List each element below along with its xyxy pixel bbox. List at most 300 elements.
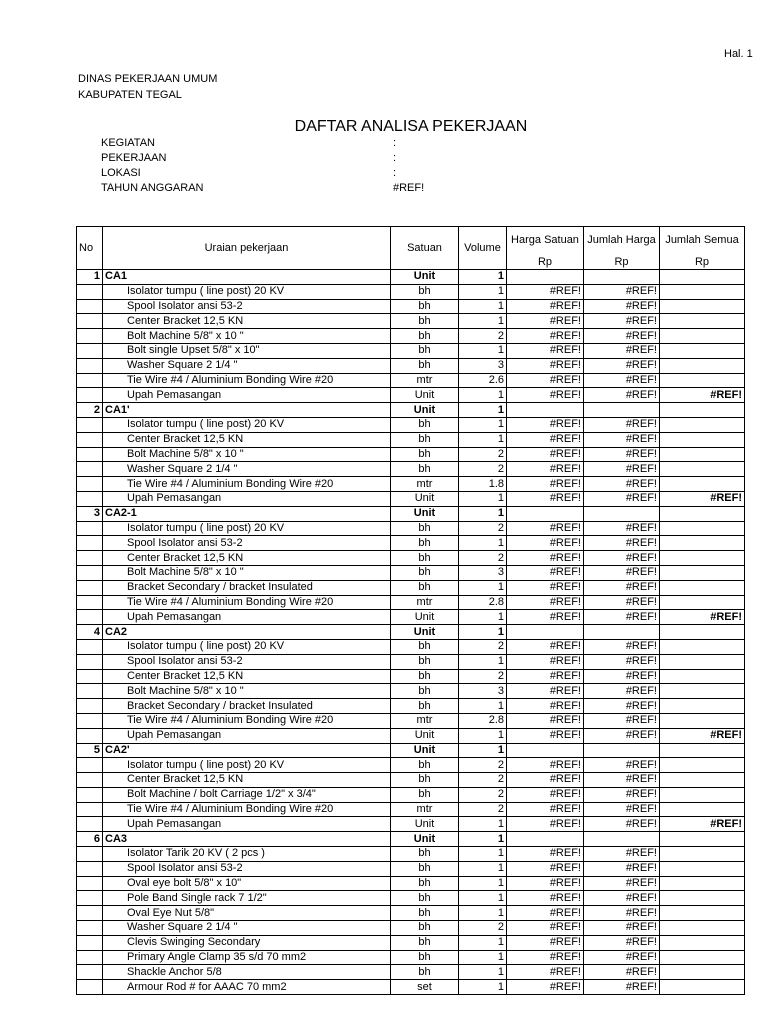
table-row xyxy=(77,447,745,462)
analysis-table xyxy=(76,226,745,995)
item-volume: 1 xyxy=(459,610,507,625)
item-volume: 1 xyxy=(459,314,507,329)
item-unit: Unit xyxy=(391,743,459,758)
meta-value: : xyxy=(393,137,397,149)
item-volume: 1 xyxy=(459,950,507,965)
item-unit: Unit xyxy=(391,270,459,285)
item-volume: 1 xyxy=(459,832,507,847)
item-unit: bh xyxy=(391,965,459,980)
item-volume: 1 xyxy=(459,654,507,669)
org-name: DINAS PEKERJAAN UMUM xyxy=(78,73,218,85)
item-jumlah-harga: #REF! xyxy=(584,536,660,551)
item-jumlah-semua xyxy=(660,580,745,595)
item-unit: bh xyxy=(391,921,459,936)
col-subheader-rp: Rp xyxy=(584,255,660,270)
item-volume: 2 xyxy=(459,462,507,477)
item-number xyxy=(77,521,103,536)
item-number xyxy=(77,565,103,580)
item-harga-satuan: #REF! xyxy=(507,521,584,536)
item-number xyxy=(77,921,103,936)
item-unit: bh xyxy=(391,906,459,921)
item-unit: bh xyxy=(391,358,459,373)
item-harga-satuan: #REF! xyxy=(507,491,584,506)
item-description: Washer Square 2 1/4 " xyxy=(103,358,391,373)
item-jumlah-harga: #REF! xyxy=(584,358,660,373)
organization-header xyxy=(78,71,217,103)
item-description: Bolt Machine 5/8" x 10 " xyxy=(103,684,391,699)
group-row xyxy=(77,270,745,285)
item-jumlah-semua xyxy=(660,625,745,640)
item-harga-satuan: #REF! xyxy=(507,639,584,654)
item-description: Isolator Tarik 20 KV ( 2 pcs ) xyxy=(103,847,391,862)
item-number xyxy=(77,417,103,432)
item-number xyxy=(77,432,103,447)
item-unit: bh xyxy=(391,299,459,314)
item-jumlah-semua xyxy=(660,699,745,714)
item-jumlah-harga: #REF! xyxy=(584,669,660,684)
item-unit: Unit xyxy=(391,491,459,506)
item-jumlah-semua xyxy=(660,773,745,788)
item-code: CA2 xyxy=(103,625,391,640)
item-number xyxy=(77,699,103,714)
item-jumlah-harga: #REF! xyxy=(584,314,660,329)
col-header-satuan: Satuan xyxy=(391,227,459,270)
item-jumlah-semua xyxy=(660,935,745,950)
meta-label: LOKASI xyxy=(101,167,141,179)
item-volume: 2.6 xyxy=(459,373,507,388)
table-row xyxy=(77,965,745,980)
item-unit: bh xyxy=(391,758,459,773)
item-description: Bracket Secondary / bracket Insulated xyxy=(103,699,391,714)
item-jumlah-semua xyxy=(660,684,745,699)
item-description: Tie Wire #4 / Aluminium Bonding Wire #20 xyxy=(103,802,391,817)
item-unit: bh xyxy=(391,669,459,684)
item-description: Spool Isolator ansi 53-2 xyxy=(103,299,391,314)
table-row xyxy=(77,610,745,625)
item-jumlah-harga: #REF! xyxy=(584,521,660,536)
item-unit: mtr xyxy=(391,802,459,817)
group-row xyxy=(77,743,745,758)
item-jumlah-semua xyxy=(660,861,745,876)
item-harga-satuan: #REF! xyxy=(507,817,584,832)
item-unit: mtr xyxy=(391,595,459,610)
table-row xyxy=(77,388,745,403)
item-unit: Unit xyxy=(391,625,459,640)
item-jumlah-semua xyxy=(660,802,745,817)
item-unit: bh xyxy=(391,521,459,536)
item-volume: 2 xyxy=(459,639,507,654)
item-volume: 1 xyxy=(459,935,507,950)
item-volume: 1 xyxy=(459,817,507,832)
item-jumlah-semua: #REF! xyxy=(660,491,745,506)
table-row xyxy=(77,728,745,743)
meta-value: : xyxy=(393,167,397,179)
item-jumlah-semua xyxy=(660,270,745,285)
item-jumlah-harga: #REF! xyxy=(584,343,660,358)
item-unit: bh xyxy=(391,861,459,876)
table-row xyxy=(77,477,745,492)
col-header-no: No xyxy=(77,227,103,270)
item-jumlah-semua xyxy=(660,565,745,580)
item-number xyxy=(77,388,103,403)
item-harga-satuan: #REF! xyxy=(507,728,584,743)
item-code: CA1 xyxy=(103,270,391,285)
item-harga-satuan: #REF! xyxy=(507,580,584,595)
table-row xyxy=(77,314,745,329)
item-volume: 1 xyxy=(459,270,507,285)
item-jumlah-semua: #REF! xyxy=(660,817,745,832)
item-jumlah-semua xyxy=(660,921,745,936)
col-header-jumlah-harga: Jumlah Harga xyxy=(584,227,660,255)
item-harga-satuan: #REF! xyxy=(507,980,584,995)
meta-label: KEGIATAN xyxy=(101,137,155,149)
item-volume: 1 xyxy=(459,965,507,980)
table-row xyxy=(77,758,745,773)
table-row xyxy=(77,432,745,447)
item-harga-satuan xyxy=(507,832,584,847)
table-row xyxy=(77,639,745,654)
item-harga-satuan: #REF! xyxy=(507,906,584,921)
item-jumlah-semua xyxy=(660,536,745,551)
item-jumlah-semua xyxy=(660,462,745,477)
item-harga-satuan xyxy=(507,403,584,418)
item-number xyxy=(77,861,103,876)
item-description: Armour Rod # for AAAC 70 mm2 xyxy=(103,980,391,995)
item-harga-satuan xyxy=(507,270,584,285)
table-row xyxy=(77,580,745,595)
item-description: Spool Isolator ansi 53-2 xyxy=(103,536,391,551)
item-description: Washer Square 2 1/4 " xyxy=(103,921,391,936)
item-harga-satuan: #REF! xyxy=(507,432,584,447)
item-unit: bh xyxy=(391,343,459,358)
item-number xyxy=(77,477,103,492)
item-unit: bh xyxy=(391,551,459,566)
item-jumlah-harga: #REF! xyxy=(584,477,660,492)
item-harga-satuan: #REF! xyxy=(507,758,584,773)
item-description: Center Bracket 12,5 KN xyxy=(103,773,391,788)
item-unit: bh xyxy=(391,417,459,432)
item-volume: 1 xyxy=(459,861,507,876)
item-harga-satuan: #REF! xyxy=(507,713,584,728)
item-number xyxy=(77,906,103,921)
item-unit: set xyxy=(391,980,459,995)
item-unit: bh xyxy=(391,536,459,551)
item-harga-satuan: #REF! xyxy=(507,699,584,714)
item-number: 3 xyxy=(77,506,103,521)
item-number xyxy=(77,980,103,995)
item-volume: 2 xyxy=(459,758,507,773)
item-jumlah-semua xyxy=(660,373,745,388)
item-harga-satuan: #REF! xyxy=(507,417,584,432)
item-jumlah-semua: #REF! xyxy=(660,388,745,403)
table-row xyxy=(77,861,745,876)
item-number xyxy=(77,358,103,373)
col-header-uraian: Uraian pekerjaan xyxy=(103,227,391,270)
table-row xyxy=(77,373,745,388)
item-description: Bolt Machine / bolt Carriage 1/2" x 3/4" xyxy=(103,787,391,802)
item-description: Tie Wire #4 / Aluminium Bonding Wire #20 xyxy=(103,477,391,492)
item-harga-satuan: #REF! xyxy=(507,773,584,788)
item-unit: bh xyxy=(391,284,459,299)
table-row xyxy=(77,935,745,950)
item-volume: 1 xyxy=(459,343,507,358)
item-jumlah-semua xyxy=(660,847,745,862)
table-row xyxy=(77,417,745,432)
item-harga-satuan xyxy=(507,625,584,640)
item-number xyxy=(77,343,103,358)
table-row xyxy=(77,654,745,669)
item-number: 5 xyxy=(77,743,103,758)
item-jumlah-harga: #REF! xyxy=(584,861,660,876)
item-volume: 2 xyxy=(459,921,507,936)
item-jumlah-semua xyxy=(660,669,745,684)
meta-value: : xyxy=(393,152,397,164)
table-row xyxy=(77,787,745,802)
item-description: Upah Pemasangan xyxy=(103,610,391,625)
table-row xyxy=(77,329,745,344)
item-volume: 1 xyxy=(459,536,507,551)
item-number xyxy=(77,817,103,832)
item-jumlah-harga xyxy=(584,506,660,521)
item-jumlah-harga: #REF! xyxy=(584,388,660,403)
item-number xyxy=(77,773,103,788)
item-number: 6 xyxy=(77,832,103,847)
item-harga-satuan: #REF! xyxy=(507,373,584,388)
item-jumlah-semua: #REF! xyxy=(660,728,745,743)
item-volume: 1 xyxy=(459,580,507,595)
item-description: Bolt Machine 5/8" x 10 " xyxy=(103,447,391,462)
col-header-harga-satuan: Harga Satuan xyxy=(507,227,584,255)
item-jumlah-semua xyxy=(660,314,745,329)
item-description: Center Bracket 12,5 KN xyxy=(103,432,391,447)
table-row xyxy=(77,299,745,314)
item-jumlah-harga: #REF! xyxy=(584,876,660,891)
item-number xyxy=(77,639,103,654)
item-code: CA2' xyxy=(103,743,391,758)
item-volume: 1 xyxy=(459,699,507,714)
item-volume: 1 xyxy=(459,388,507,403)
item-volume: 1 xyxy=(459,728,507,743)
item-unit: bh xyxy=(391,639,459,654)
item-number xyxy=(77,329,103,344)
item-number xyxy=(77,299,103,314)
item-unit: Unit xyxy=(391,388,459,403)
item-jumlah-harga: #REF! xyxy=(584,491,660,506)
item-description: Center Bracket 12,5 KN xyxy=(103,669,391,684)
item-unit: bh xyxy=(391,773,459,788)
item-harga-satuan: #REF! xyxy=(507,447,584,462)
item-unit: bh xyxy=(391,891,459,906)
item-jumlah-harga: #REF! xyxy=(584,787,660,802)
group-row xyxy=(77,832,745,847)
item-unit: bh xyxy=(391,432,459,447)
item-unit: Unit xyxy=(391,728,459,743)
meta-value: #REF! xyxy=(393,182,425,194)
item-harga-satuan: #REF! xyxy=(507,965,584,980)
col-subheader-rp: Rp xyxy=(507,255,584,270)
item-number xyxy=(77,713,103,728)
item-description: Bracket Secondary / bracket Insulated xyxy=(103,580,391,595)
item-number: 4 xyxy=(77,625,103,640)
table-body xyxy=(77,270,745,995)
item-unit: mtr xyxy=(391,477,459,492)
item-number xyxy=(77,284,103,299)
table-row xyxy=(77,551,745,566)
item-jumlah-semua xyxy=(660,980,745,995)
item-unit: bh xyxy=(391,654,459,669)
item-volume: 2.8 xyxy=(459,595,507,610)
table-row xyxy=(77,876,745,891)
item-harga-satuan: #REF! xyxy=(507,935,584,950)
item-description: Upah Pemasangan xyxy=(103,817,391,832)
item-jumlah-harga: #REF! xyxy=(584,684,660,699)
item-harga-satuan: #REF! xyxy=(507,921,584,936)
item-number xyxy=(77,654,103,669)
item-volume: 2.8 xyxy=(459,713,507,728)
item-volume: 2 xyxy=(459,669,507,684)
item-harga-satuan: #REF! xyxy=(507,358,584,373)
item-harga-satuan: #REF! xyxy=(507,329,584,344)
item-number xyxy=(77,758,103,773)
item-number xyxy=(77,610,103,625)
item-jumlah-semua xyxy=(660,417,745,432)
table-row xyxy=(77,906,745,921)
item-description: Primary Angle Clamp 35 s/d 70 mm2 xyxy=(103,950,391,965)
item-harga-satuan: #REF! xyxy=(507,891,584,906)
item-jumlah-harga: #REF! xyxy=(584,980,660,995)
item-harga-satuan: #REF! xyxy=(507,565,584,580)
item-jumlah-semua xyxy=(660,639,745,654)
item-unit: Unit xyxy=(391,403,459,418)
item-jumlah-harga: #REF! xyxy=(584,921,660,936)
item-unit: bh xyxy=(391,950,459,965)
item-number xyxy=(77,684,103,699)
item-jumlah-harga: #REF! xyxy=(584,773,660,788)
item-number: 2 xyxy=(77,403,103,418)
item-description: Oval eye bolt 5/8" x 10" xyxy=(103,876,391,891)
item-jumlah-harga: #REF! xyxy=(584,950,660,965)
item-unit: bh xyxy=(391,447,459,462)
item-code: CA2-1 xyxy=(103,506,391,521)
item-unit: bh xyxy=(391,565,459,580)
table-row xyxy=(77,950,745,965)
item-harga-satuan: #REF! xyxy=(507,802,584,817)
item-number xyxy=(77,595,103,610)
col-header-volume: Volume xyxy=(459,227,507,270)
item-number xyxy=(77,580,103,595)
item-unit: bh xyxy=(391,329,459,344)
item-description: Isolator tumpu ( line post) 20 KV xyxy=(103,521,391,536)
item-volume: 1 xyxy=(459,847,507,862)
item-description: Shackle Anchor 5/8 xyxy=(103,965,391,980)
item-number xyxy=(77,536,103,551)
item-volume: 1 xyxy=(459,625,507,640)
table-row xyxy=(77,343,745,358)
item-jumlah-harga: #REF! xyxy=(584,935,660,950)
item-number xyxy=(77,847,103,862)
item-description: Tie Wire #4 / Aluminium Bonding Wire #20 xyxy=(103,373,391,388)
table-row xyxy=(77,847,745,862)
item-volume: 3 xyxy=(459,358,507,373)
item-number xyxy=(77,669,103,684)
item-description: Upah Pemasangan xyxy=(103,728,391,743)
item-unit: bh xyxy=(391,314,459,329)
col-subheader-rp: Rp xyxy=(660,255,745,270)
item-harga-satuan: #REF! xyxy=(507,551,584,566)
item-unit: bh xyxy=(391,787,459,802)
item-volume: 1 xyxy=(459,876,507,891)
item-harga-satuan: #REF! xyxy=(507,477,584,492)
item-description: Bolt Machine 5/8" x 10 " xyxy=(103,565,391,580)
item-volume: 1 xyxy=(459,417,507,432)
item-jumlah-harga: #REF! xyxy=(584,462,660,477)
item-unit: bh xyxy=(391,847,459,862)
table-row xyxy=(77,684,745,699)
item-number xyxy=(77,891,103,906)
item-volume: 1 xyxy=(459,432,507,447)
group-row xyxy=(77,403,745,418)
item-jumlah-harga: #REF! xyxy=(584,565,660,580)
item-harga-satuan: #REF! xyxy=(507,314,584,329)
item-harga-satuan: #REF! xyxy=(507,654,584,669)
table-row xyxy=(77,773,745,788)
page-title: DAFTAR ANALISA PEKERJAAN xyxy=(294,118,528,135)
item-jumlah-semua xyxy=(660,654,745,669)
item-jumlah-harga: #REF! xyxy=(584,802,660,817)
table-row xyxy=(77,595,745,610)
item-harga-satuan: #REF! xyxy=(507,861,584,876)
item-description: Isolator tumpu ( line post) 20 KV xyxy=(103,284,391,299)
item-jumlah-semua xyxy=(660,832,745,847)
item-jumlah-harga: #REF! xyxy=(584,965,660,980)
item-jumlah-harga xyxy=(584,625,660,640)
item-harga-satuan: #REF! xyxy=(507,684,584,699)
item-description: Bolt Machine 5/8" x 10 " xyxy=(103,329,391,344)
item-description: Clevis Swinging Secondary xyxy=(103,935,391,950)
item-description: Oval Eye Nut 5/8" xyxy=(103,906,391,921)
item-number xyxy=(77,462,103,477)
item-number xyxy=(77,802,103,817)
item-unit: bh xyxy=(391,876,459,891)
item-jumlah-semua xyxy=(660,299,745,314)
item-jumlah-harga: #REF! xyxy=(584,906,660,921)
table-row xyxy=(77,921,745,936)
item-volume: 3 xyxy=(459,684,507,699)
item-jumlah-harga: #REF! xyxy=(584,595,660,610)
table-row xyxy=(77,462,745,477)
meta-label: PEKERJAAN xyxy=(101,152,167,164)
table-row xyxy=(77,980,745,995)
item-jumlah-semua xyxy=(660,758,745,773)
item-volume: 1 xyxy=(459,491,507,506)
item-jumlah-harga xyxy=(584,832,660,847)
item-description: Center Bracket 12,5 KN xyxy=(103,314,391,329)
item-code: CA1' xyxy=(103,403,391,418)
item-volume: 1 xyxy=(459,980,507,995)
col-header-jumlah-semua: Jumlah Semua xyxy=(660,227,745,255)
item-unit: bh xyxy=(391,684,459,699)
item-harga-satuan: #REF! xyxy=(507,536,584,551)
table-row xyxy=(77,536,745,551)
item-volume: 1 xyxy=(459,506,507,521)
item-unit: Unit xyxy=(391,610,459,625)
item-jumlah-harga: #REF! xyxy=(584,699,660,714)
item-harga-satuan: #REF! xyxy=(507,847,584,862)
item-harga-satuan: #REF! xyxy=(507,669,584,684)
item-jumlah-harga: #REF! xyxy=(584,758,660,773)
item-harga-satuan: #REF! xyxy=(507,284,584,299)
item-jumlah-semua xyxy=(660,743,745,758)
